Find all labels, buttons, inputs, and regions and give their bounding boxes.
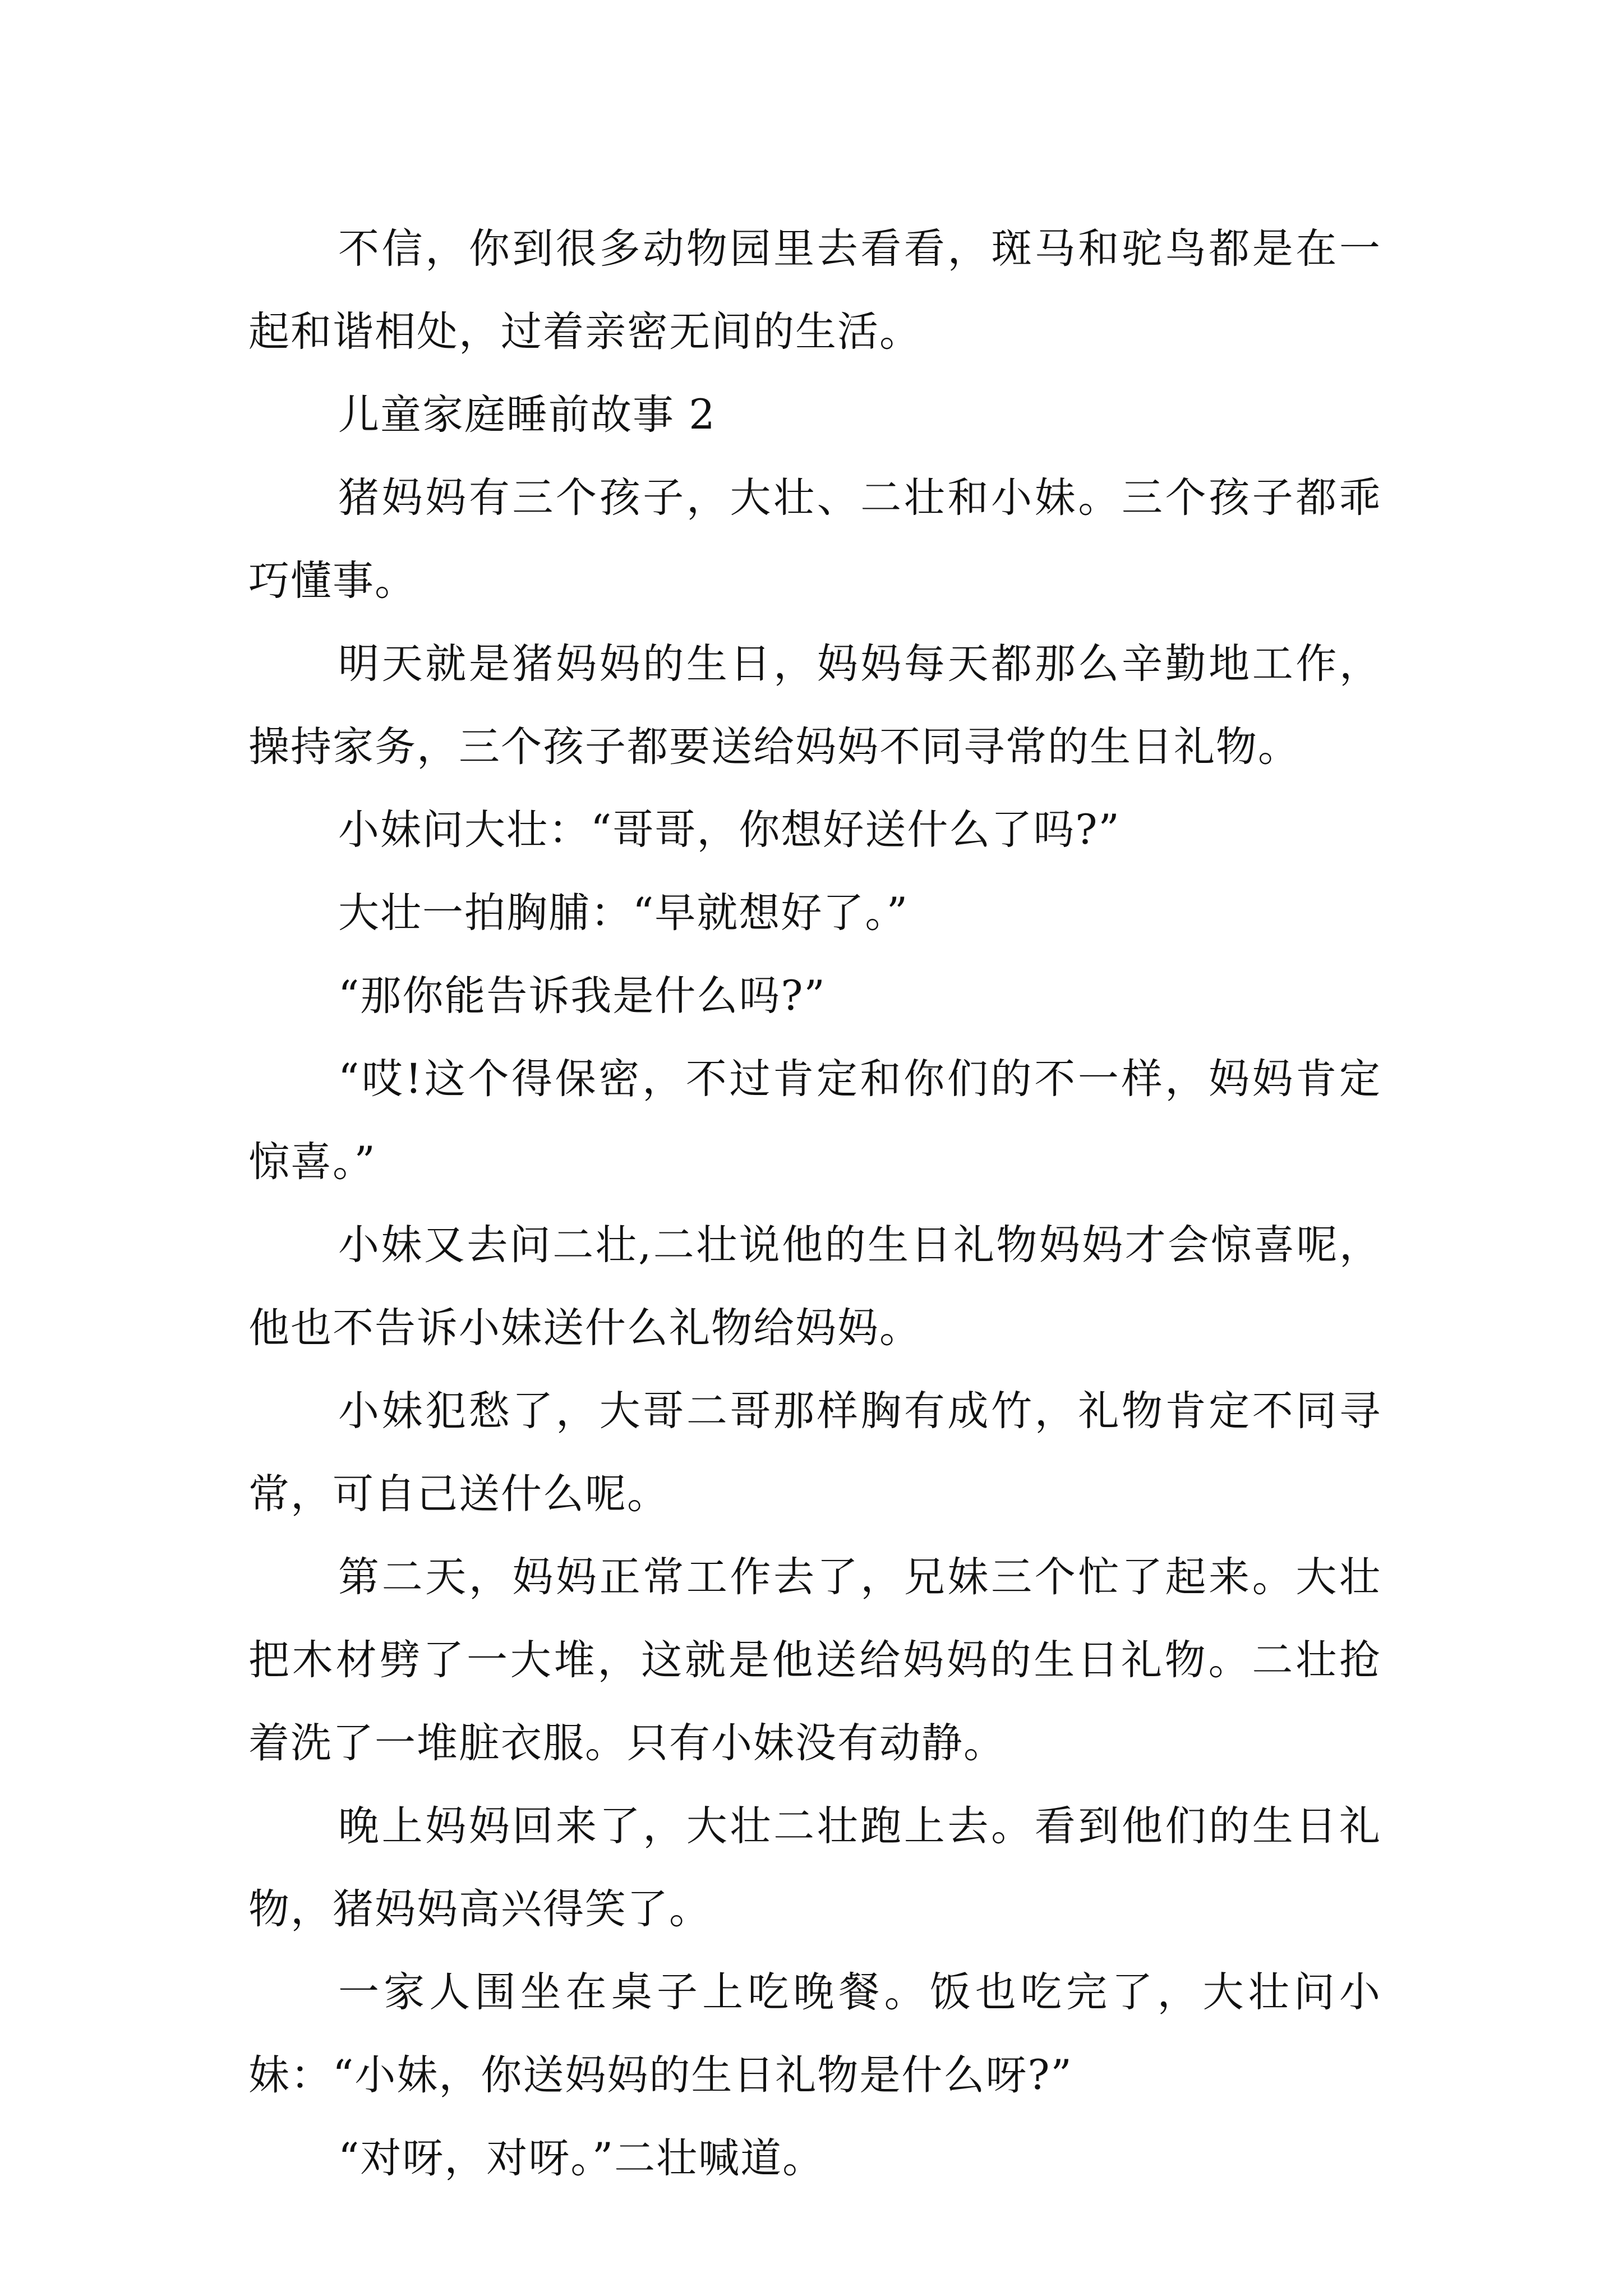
paragraph-dialogue-1: 小妹问大壮：“哥哥，你想好送什么了吗?” <box>338 806 1121 854</box>
paragraph-dialogue-4: “哎!这个得保密，不过肯定和你们的不一样，妈妈肯定惊喜。” <box>248 1055 1381 1186</box>
paragraph-evening: 晚上妈妈回来了，大壮二壮跑上去。看到他们的生日礼物，猪妈妈高兴得笑了。 <box>248 1802 1381 1933</box>
paragraph-dialogue-3: “那你能告诉我是什么吗?” <box>338 972 826 1020</box>
paragraph-next-day: 第二天，妈妈正常工作去了，兄妹三个忙了起来。大壮把木材劈了一大堆，这就是他送给妈妈的生日礼物。二壮抢着洗了一堆脏衣服。只有小妹没有动静。 <box>248 1553 1381 1767</box>
paragraph-dialogue-2: 大壮一拍胸脯：“早就想好了。” <box>338 889 909 937</box>
paragraph-dinner: 一家人围坐在桌子上吃晚餐。饭也吃完了，大壮问小妹：“小妹，你送妈妈的生日礼物是什么呀?” <box>248 1968 1381 2099</box>
story-title: 儿童家庭睡前故事 2 <box>338 391 716 439</box>
story-text <box>248 208 1381 2200</box>
paragraph-zoo: 不信，你到很多动物园里去看看，斑马和驼鸟都是在一起和谐相处，过着亲密无间的生活。 <box>248 225 1381 356</box>
paragraph-intro: 猪妈妈有三个孩子，大壮、二壮和小妹。三个孩子都乖巧懂事。 <box>248 474 1381 605</box>
paragraph-erzhuang: 小妹又去问二壮,二壮说他的生日礼物妈妈才会惊喜呢，他也不告诉小妹送什么礼物给妈妈。 <box>248 1221 1381 1352</box>
paragraph-worry: 小妹犯愁了，大哥二哥那样胸有成竹，礼物肯定不同寻常，可自己送什么呢。 <box>248 1387 1381 1518</box>
paragraph-shout: “对呀，对呀。”二壮喊道。 <box>338 2134 825 2182</box>
paragraph-birthday: 明天就是猪妈妈的生日，妈妈每天都那么辛勤地工作，操持家务，三个孩子都要送给妈妈不同寻常的生日礼物。 <box>248 640 1381 771</box>
